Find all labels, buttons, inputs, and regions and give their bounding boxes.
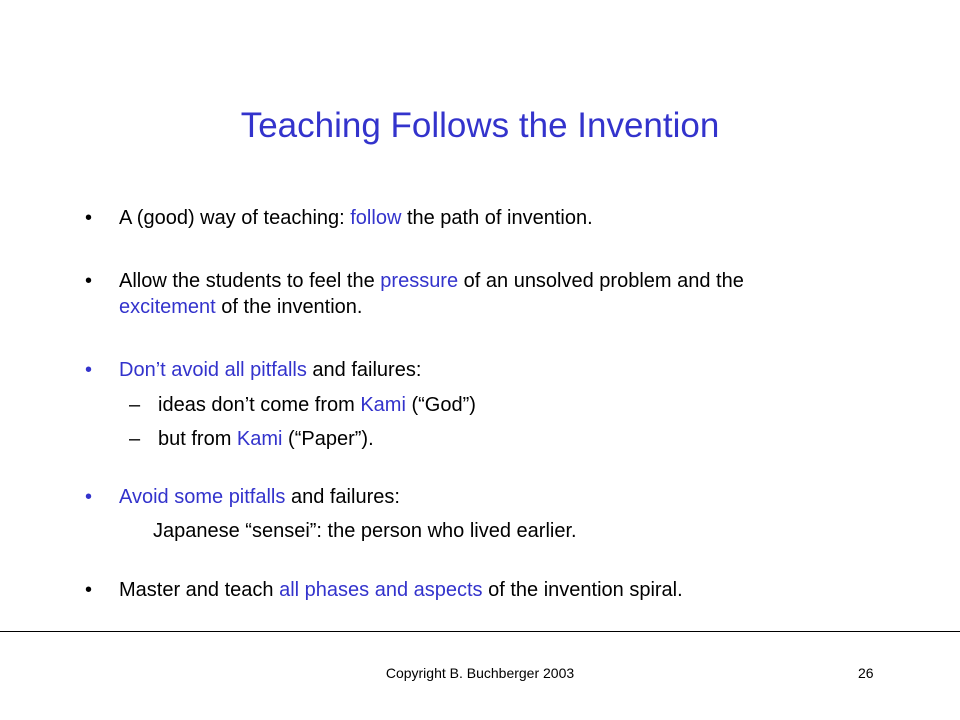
bullet-marker: • <box>85 207 93 229</box>
emphasis-run: all phases and aspects <box>279 579 483 601</box>
text-run: Allow the students to feel the <box>119 270 381 292</box>
emphasis-run: Avoid some pitfalls <box>119 486 286 508</box>
text-run: of the invention spiral. <box>482 579 683 601</box>
page-number: 26 <box>858 665 874 681</box>
bullet-item-4 <box>80 484 900 510</box>
dash-marker: – <box>129 394 141 416</box>
bullet-marker: • <box>85 359 93 381</box>
bullet-marker: • <box>85 579 93 601</box>
bullet-marker: • <box>85 486 93 508</box>
slide-title: Teaching Follows the Invention <box>240 106 720 145</box>
emphasis-run: follow <box>350 207 402 229</box>
bullet-text <box>119 205 900 231</box>
text-run: (“God”) <box>405 394 476 416</box>
sub-item-1 <box>80 392 900 418</box>
bullet-marker: • <box>85 270 93 292</box>
text-run: of the invention. <box>215 296 363 318</box>
text-run: ideas don’t come from <box>158 394 361 416</box>
sub-item-text <box>158 426 900 452</box>
bullet-text <box>119 357 900 383</box>
bullet-item-3 <box>80 357 900 383</box>
emphasis-run: Kami <box>236 428 283 450</box>
continuation-text: Japanese “sensei”: the person who lived earlier. <box>153 520 577 542</box>
bullet-text <box>119 268 900 320</box>
bullet-item-5 <box>80 577 900 603</box>
emphasis-run: Kami <box>360 394 406 416</box>
bullet-item-2 <box>80 268 900 320</box>
emphasis-run: pressure <box>380 270 459 292</box>
text-run: A (good) way of teaching: <box>119 207 351 229</box>
sub-item-2 <box>80 426 900 452</box>
bullet-item-1 <box>80 205 900 231</box>
text-run: and failures: <box>285 486 400 508</box>
text-run: Master and teach <box>119 579 280 601</box>
footer-divider <box>0 631 960 632</box>
bullet-text <box>119 577 900 603</box>
sub-item-text <box>158 392 900 418</box>
text-run: and failures: <box>306 359 422 381</box>
dash-marker: – <box>129 428 141 450</box>
text-run: (“Paper”). <box>282 428 374 450</box>
footer-copyright: Copyright B. Buchberger 2003 <box>385 665 575 681</box>
text-run: the path of invention. <box>401 207 593 229</box>
emphasis-run: excitement <box>119 296 216 318</box>
emphasis-run: Don’t avoid all pitfalls <box>119 359 307 381</box>
text-run: of an unsolved problem and the <box>458 270 744 292</box>
bullet-text <box>119 484 900 510</box>
text-run: but from <box>158 428 237 450</box>
